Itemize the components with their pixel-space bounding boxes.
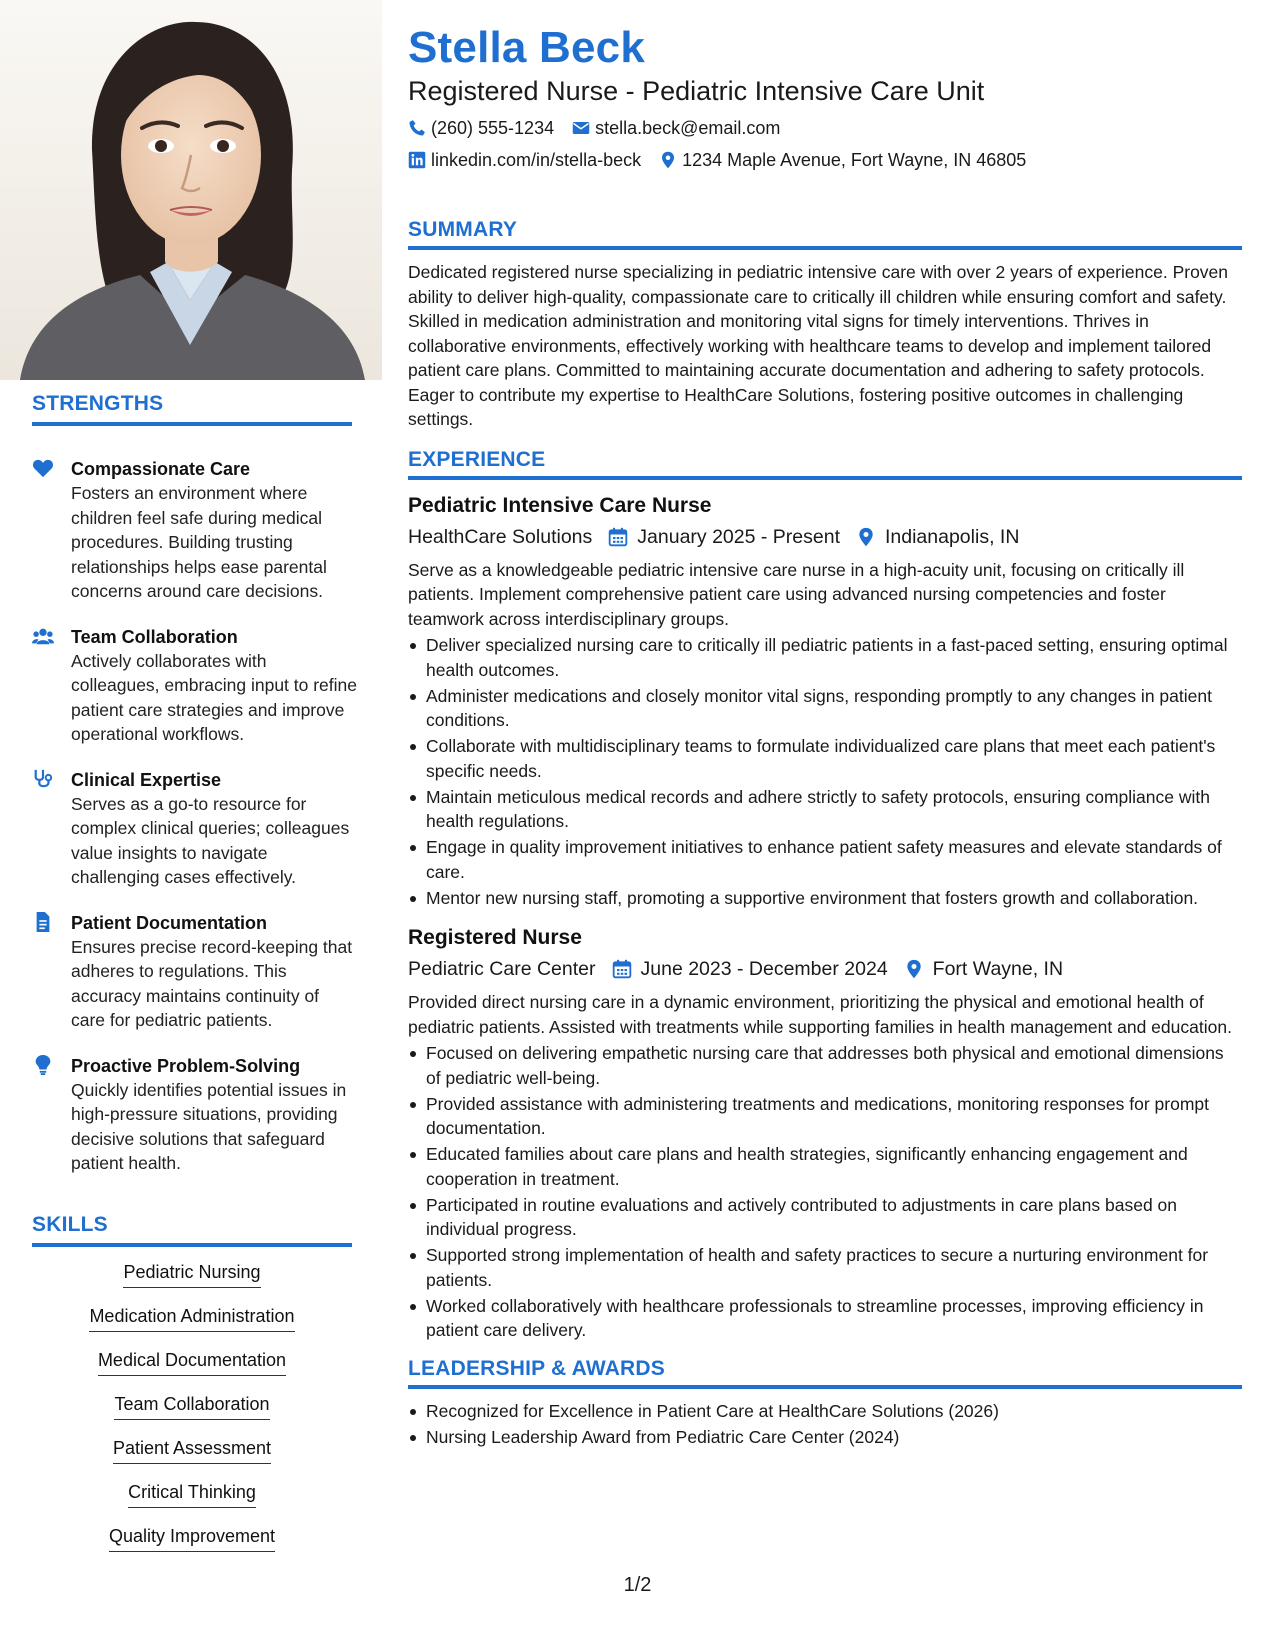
award-item: Nursing Leadership Award from Pediatric Care Center (2024) [408, 1425, 1242, 1450]
strength-description: Fosters an environment where children feel safe during medical procedures. Building trusting relationships helps ease parental concerns around care decisions. [71, 483, 327, 601]
email-icon [572, 119, 590, 137]
candidate-headline: Registered Nurse - Pediatric Intensive Care Unit [408, 76, 985, 106]
job-meta [408, 524, 1242, 550]
phone-contact[interactable] [408, 116, 554, 140]
phone-text: (260) 555-1234 [431, 118, 555, 138]
bullet-item: Administer medications and closely monitor vital signs, responding promptly to any changes in patient conditions. [408, 684, 1242, 733]
strength-description: Serves as a go-to resource for complex clinical queries; colleagues value insights to navigate challenging cases effectively. [71, 793, 350, 887]
bullet-item: Maintain meticulous medical records and adhere strictly to safety protocols, ensuring compliance with health regulations. [408, 785, 1242, 834]
page-number: 1/2 [623, 1574, 652, 1596]
strength-item [32, 458, 357, 604]
skill-item: Medical Documentation [98, 1348, 286, 1376]
stethoscope-icon [32, 769, 56, 791]
calendar-icon [608, 527, 628, 547]
email-text: stella.beck@email.com [595, 118, 781, 138]
awards-list [408, 1399, 1242, 1450]
bullet-item: Educated families about care plans and health strategies, significantly enhancing engagement and cooperation in treatment. [408, 1142, 1242, 1191]
skills-heading: SKILLS [32, 1213, 352, 1247]
candidate-name: Stella Beck [408, 23, 646, 72]
award-item: Recognized for Excellence in Patient Care at HealthCare Solutions (2026) [408, 1399, 1242, 1424]
strengths-heading: STRENGTHS [32, 392, 352, 426]
bullet-item: Mentor new nursing staff, promoting a supportive environment that fosters growth and collaboration. [408, 886, 1242, 911]
skill-item: Critical Thinking [128, 1480, 256, 1508]
linkedin-icon [408, 151, 426, 169]
main-content [408, 22, 1242, 1451]
bullet-item: Supported strong implementation of health and safety practices to secure a nurturing environment for patients. [408, 1243, 1242, 1292]
strength-title: Team Collaboration [71, 626, 238, 647]
contact-row [408, 116, 1242, 140]
email-contact[interactable] [572, 116, 780, 140]
location-pin-icon [659, 151, 677, 169]
linkedin-text: linkedin.com/in/stella-beck [431, 150, 642, 170]
job-meta [408, 956, 1242, 982]
strength-item [32, 912, 357, 1033]
strength-item [32, 769, 357, 890]
skill-item: Team Collaboration [114, 1392, 269, 1420]
job-description: Serve as a knowledgeable pediatric intensive care nurse in a high-acuity unit, focusing on critically ill patients. Implement comprehensive patient care using advanced nursing competencies and foster teamwork across interdisciplinary groups. [408, 559, 1185, 629]
strength-title: Compassionate Care [71, 459, 251, 479]
summary-text: Dedicated registered nurse specializing in pediatric intensive care with over 2 years of experience. Proven ability to deliver high-quality, compassionate care to critically ill children while ensuring comfort and safety. Skilled in medication administration and monitoring vital signs for timely interventions. Thrives in collaborative environments, effectively working with healthcare teams to develop and implement tailored patient care plans. Committed to maintaining accurate documentation and adhering to safety protocols. Eager to contribute my expertise to HealthCare Solutions, fostering positive outcomes in challenging settings. [408, 262, 1229, 429]
profile-photo [0, 0, 382, 380]
location-pin-icon [856, 527, 876, 547]
location-pin-icon [904, 959, 924, 979]
company-name: Pediatric Care Center [408, 958, 596, 980]
location-text: Fort Wayne, IN [932, 958, 1064, 980]
bullet-item: Focused on delivering empathetic nursing care that addresses both physical and emotional dimensions of pediatric well-being. [408, 1041, 1242, 1090]
bullet-item: Deliver specialized nursing care to critically ill pediatric patients in a fast-paced setting, ensuring optimal health outcomes. [408, 633, 1242, 682]
skills-list [32, 1260, 352, 1568]
skill-item: Pediatric Nursing [123, 1260, 260, 1288]
job-dates [608, 524, 840, 550]
dates-text: June 2023 - December 2024 [640, 958, 888, 980]
contact-row [408, 148, 1242, 172]
strength-item [32, 1055, 357, 1176]
job-bullets [408, 633, 1242, 910]
bullet-item: Engage in quality improvement initiatives to enhance patient safety measures and elevate standards of care. [408, 835, 1242, 884]
users-icon [32, 626, 56, 648]
strength-description: Actively collaborates with colleagues, embracing input to refine patient care strategies and improve operational workflows. [71, 650, 358, 744]
skill-item: Patient Assessment [113, 1436, 271, 1464]
bullet-item: Worked collaboratively with healthcare professionals to streamline processes, improving efficiency in patient care delivery. [408, 1294, 1242, 1343]
strengths-list [32, 458, 357, 1198]
strength-item [32, 626, 357, 747]
lightbulb-icon [32, 1055, 56, 1077]
job-company [408, 524, 592, 550]
skill-item: Medication Administration [89, 1304, 294, 1332]
location-text: Indianapolis, IN [884, 525, 1020, 548]
job-description: Provided direct nursing care in a dynamic environment, prioritizing the physical and emotional health of pediatric patients. Assisted with treatments while supporting families in health management and education. [408, 992, 1232, 1037]
job-title: Pediatric Intensive Care Nurse [408, 493, 712, 517]
skill-item: Quality Improvement [109, 1524, 275, 1552]
company-name: HealthCare Solutions [408, 525, 593, 548]
bullet-item: Participated in routine evaluations and actively contributed to adjustments in care plans based on individual progress. [408, 1193, 1242, 1242]
strength-description: Quickly identifies potential issues in high-pressure situations, providing decisive solutions that safeguard patient health. [71, 1079, 347, 1173]
awards-heading: LEADERSHIP & AWARDS [408, 1357, 1242, 1389]
phone-icon [408, 119, 426, 137]
strength-title: Clinical Expertise [71, 769, 222, 790]
linkedin-contact[interactable] [408, 148, 641, 172]
strength-description: Ensures precise record-keeping that adheres to regulations. This accuracy maintains continuity of care for pediatric patients. [71, 936, 353, 1030]
address-contact [659, 148, 1026, 172]
calendar-icon [612, 959, 632, 979]
heart-icon [32, 458, 56, 480]
experience-heading: EXPERIENCE [408, 448, 1242, 480]
bullet-item: Provided assistance with administering treatments and medications, monitoring responses for prompt documentation. [408, 1092, 1242, 1141]
job-dates [612, 956, 888, 982]
job-title: Registered Nurse [408, 926, 582, 949]
document-icon [32, 912, 56, 934]
summary-heading: SUMMARY [408, 218, 1242, 250]
left-sidebar [0, 0, 382, 1650]
job-location [856, 524, 1019, 550]
job-entry [408, 924, 1242, 1343]
bullet-item: Collaborate with multidisciplinary teams to formulate individualized care plans that meet each patient's specific needs. [408, 734, 1242, 783]
job-entry [408, 492, 1242, 911]
strength-title: Patient Documentation [71, 912, 268, 933]
strength-title: Proactive Problem-Solving [71, 1055, 301, 1076]
dates-text: January 2025 - Present [637, 525, 840, 548]
job-company [408, 956, 596, 982]
address-text: 1234 Maple Avenue, Fort Wayne, IN 46805 [682, 150, 1027, 170]
job-bullets [408, 1041, 1242, 1343]
job-location [904, 956, 1063, 982]
